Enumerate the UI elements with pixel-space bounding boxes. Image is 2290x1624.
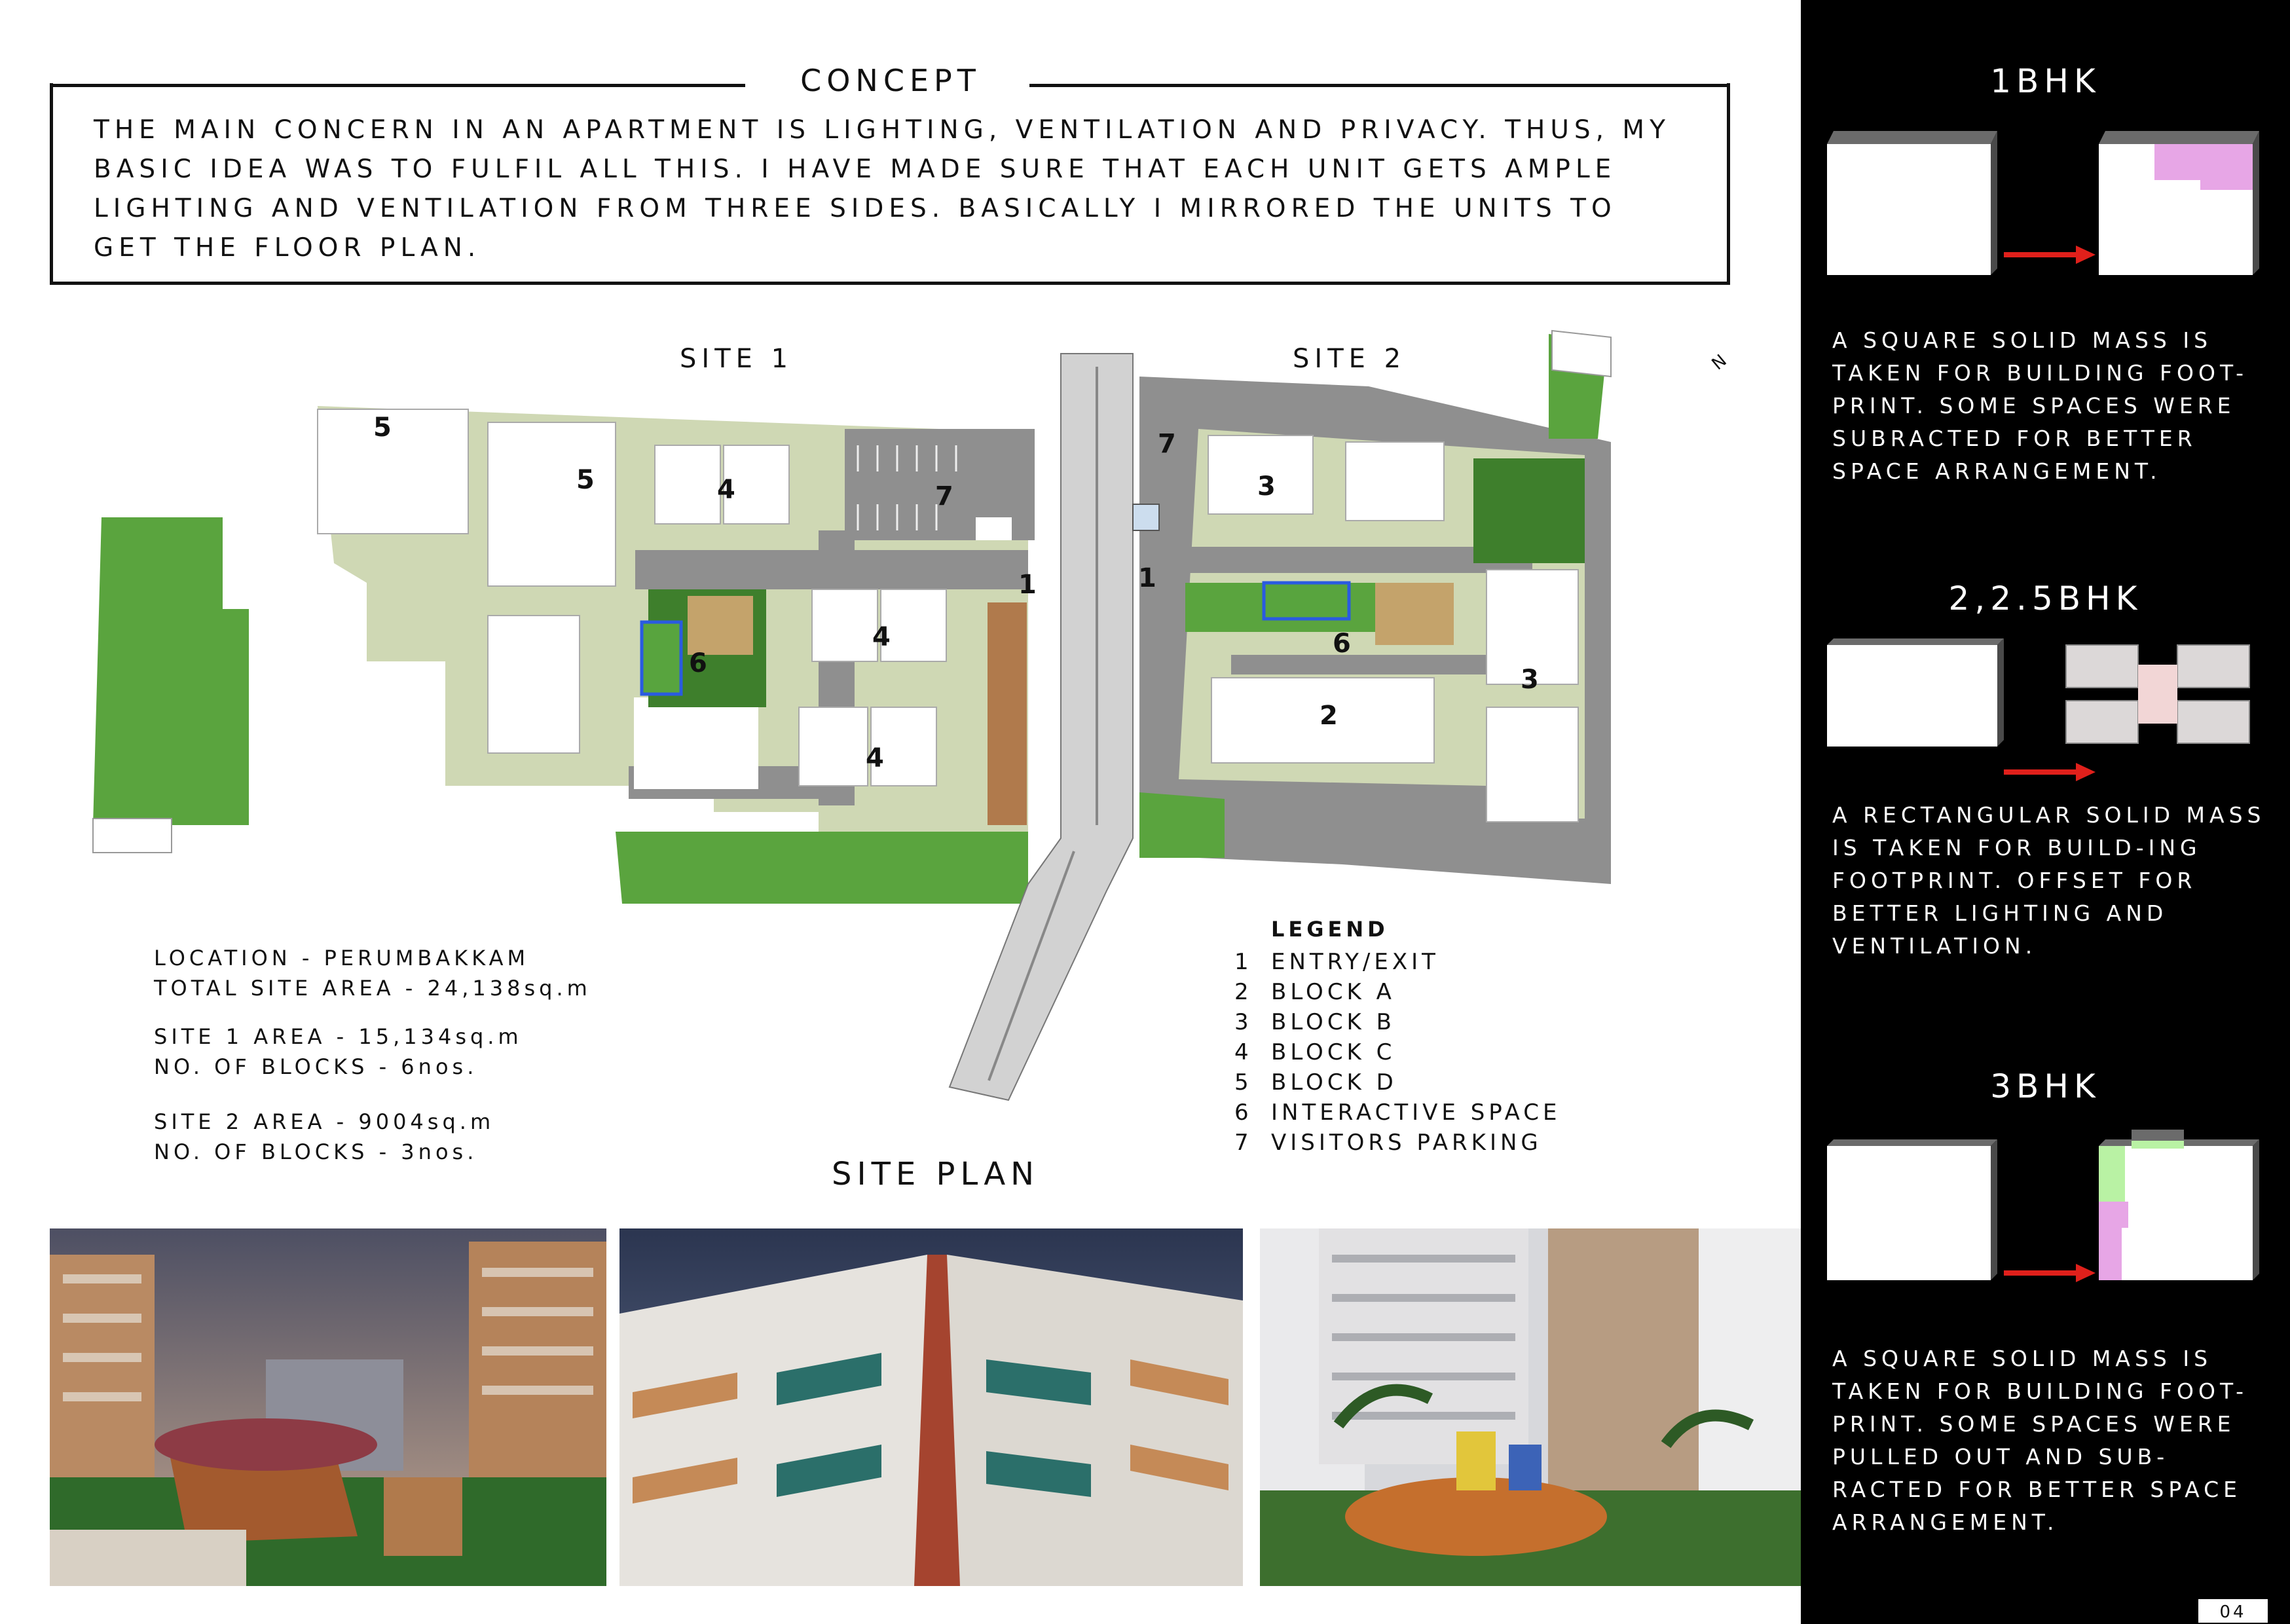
site1-south-lawn xyxy=(616,832,1028,904)
site1-parking-number: 7 xyxy=(935,481,953,511)
site1-playground xyxy=(688,596,753,655)
bhk2-text: A RECTANGULAR SOLID MASS IS TAKEN FOR BUILD-ING FOOTPRINT. OFFSET FOR BETTER LIGHTING AND VENTILATION. xyxy=(1832,802,2266,959)
legend-item-number: 4 xyxy=(1234,1039,1253,1065)
site2-block-b2-b xyxy=(1487,707,1578,822)
site1-parking-kiosk xyxy=(976,517,1012,540)
site-plan-title: SITE PLAN xyxy=(832,1156,1040,1192)
site1-block-c2-number: 4 xyxy=(872,622,891,652)
site1-west-lawn-end xyxy=(93,819,172,853)
site1-block-c1-number: 4 xyxy=(717,475,735,505)
site1-block-c3-number: 4 xyxy=(866,743,884,773)
site-info-general xyxy=(154,943,591,1003)
legend-item-label: INTERACTIVE SPACE xyxy=(1271,1099,1561,1126)
legend-title: LEGEND xyxy=(1271,917,1389,942)
site1-interactive-number: 6 xyxy=(689,648,707,678)
render-photo-courtyard xyxy=(50,1228,606,1586)
site1-entry-number: 1 xyxy=(1018,570,1037,600)
legend xyxy=(1234,917,1561,1158)
site2-blocks-text: NO. OF BLOCKS - 3nos. xyxy=(154,1139,478,1164)
site1-blocks-text: NO. OF BLOCKS - 6nos. xyxy=(154,1054,478,1079)
legend-item xyxy=(1234,947,1561,977)
total-area-text: TOTAL SITE AREA - 24,138sq.m xyxy=(154,976,591,1001)
render-photo-playground xyxy=(1260,1228,1801,1586)
legend-item-label: VISITORS PARKING xyxy=(1271,1130,1542,1156)
render-photo-facade xyxy=(619,1228,1243,1586)
site2-block-b1-number: 3 xyxy=(1257,471,1276,502)
legend-item xyxy=(1234,1067,1561,1098)
legend-item xyxy=(1234,1128,1561,1158)
site1-block-c2-a xyxy=(812,589,877,661)
site2-block-a-number: 2 xyxy=(1320,701,1338,731)
bhk3-text: A SQUARE SOLID MASS IS TAKEN FOR BUILDING FOOT-PRINT. SOME SPACES WERE PULLED OUT AND SUB-RACTED FOR BETTER SPACE ARRANGEMENT. xyxy=(1832,1346,2248,1535)
site2-block-b2-number: 3 xyxy=(1521,665,1539,695)
legend-item-label: BLOCK C xyxy=(1271,1039,1396,1065)
site2-court xyxy=(1264,583,1349,619)
legend-item xyxy=(1234,977,1561,1007)
bhk1-text: A SQUARE SOLID MASS IS TAKEN FOR BUILDING FOOT-PRINT. SOME SPACES WERE SUBRACTED FOR BETTER SPACE ARRANGEMENT. xyxy=(1832,327,2248,484)
site2-green-square xyxy=(1473,458,1585,563)
site2-playground xyxy=(1375,583,1454,645)
site2-south-lawn xyxy=(1139,792,1225,858)
bhk1-title: 1BHK xyxy=(1990,62,2101,100)
legend-item-number: 1 xyxy=(1234,949,1253,975)
concept-text: THE MAIN CONCERN IN AN APARTMENT IS LIGHTING, VENTILATION AND PRIVACY. THUS, MY BASIC IDEA WAS TO FULFIL ALL THIS. I HAVE MADE SURE THAT EACH UNIT GETS AMPLE LIGHTING AND VENTILATION FROM THREE SIDES. BASICALLY I MIRRORED THE UNITS TO GET THE FLOOR PLAN. xyxy=(94,115,1671,263)
site1-open-plot xyxy=(634,697,758,789)
legend-item-label: BLOCK D xyxy=(1271,1069,1397,1096)
bhk3-title: 3BHK xyxy=(1990,1067,2101,1105)
site2-area-text: SITE 2 AREA - 9004sq.m xyxy=(154,1109,495,1134)
site2-parking-number: 7 xyxy=(1158,429,1176,459)
north-label: N xyxy=(1708,347,1735,375)
legend-item xyxy=(1234,1007,1561,1037)
right-panel xyxy=(1801,0,2290,1624)
site2-entry-number: 1 xyxy=(1138,563,1156,593)
site1-block-d1 xyxy=(318,409,468,534)
site2-north-plot xyxy=(1552,331,1611,377)
site-info-site2 xyxy=(154,1107,494,1167)
site1-area-text: SITE 1 AREA - 15,134sq.m xyxy=(154,1024,523,1049)
legend-item-number: 2 xyxy=(1234,979,1253,1005)
site-info-site1 xyxy=(154,1022,523,1082)
page-number: 04 xyxy=(2197,1598,2269,1624)
legend-item xyxy=(1234,1037,1561,1067)
legend-item-number: 6 xyxy=(1234,1099,1253,1126)
site2-parking-kiosk xyxy=(1133,504,1159,530)
site1-label: SITE 1 xyxy=(680,344,794,374)
site1-block-d1-number: 5 xyxy=(373,413,392,443)
site1-block-a-1 xyxy=(488,616,580,753)
site1-block-d2 xyxy=(488,422,616,586)
bhk2-title: 2,2.5BHK xyxy=(1948,580,2143,618)
bhk3-mass-diagram xyxy=(1801,1126,2290,1290)
site1-west-lawn xyxy=(93,517,249,825)
legend-item-label: ENTRY/EXIT xyxy=(1271,949,1439,975)
bhk1-mass-diagram xyxy=(1801,124,2290,295)
site2-block-b1-b xyxy=(1346,442,1444,521)
legend-item-label: BLOCK B xyxy=(1271,1009,1395,1035)
location-text: LOCATION - PERUMBAKKAM xyxy=(154,946,530,970)
site1-interactive-court xyxy=(642,622,681,694)
legend-item-label: BLOCK A xyxy=(1271,979,1395,1005)
site1-block-d2-number: 5 xyxy=(576,465,595,495)
concept-box xyxy=(50,83,1730,285)
site1-block-c3-a xyxy=(799,707,868,786)
concept-title: CONCEPT xyxy=(753,63,1028,105)
legend-item-number: 5 xyxy=(1234,1069,1253,1096)
bhk2-mass-diagram xyxy=(1801,638,2290,789)
legend-item-number: 3 xyxy=(1234,1009,1253,1035)
site2-interactive-number: 6 xyxy=(1333,629,1351,659)
site2-label: SITE 2 xyxy=(1293,344,1407,374)
legend-item xyxy=(1234,1098,1561,1128)
legend-item-number: 7 xyxy=(1234,1130,1253,1156)
site1-block-c2-b xyxy=(881,589,946,661)
site1-block-c1-a xyxy=(655,445,720,524)
site1-brown-strip xyxy=(988,602,1027,825)
